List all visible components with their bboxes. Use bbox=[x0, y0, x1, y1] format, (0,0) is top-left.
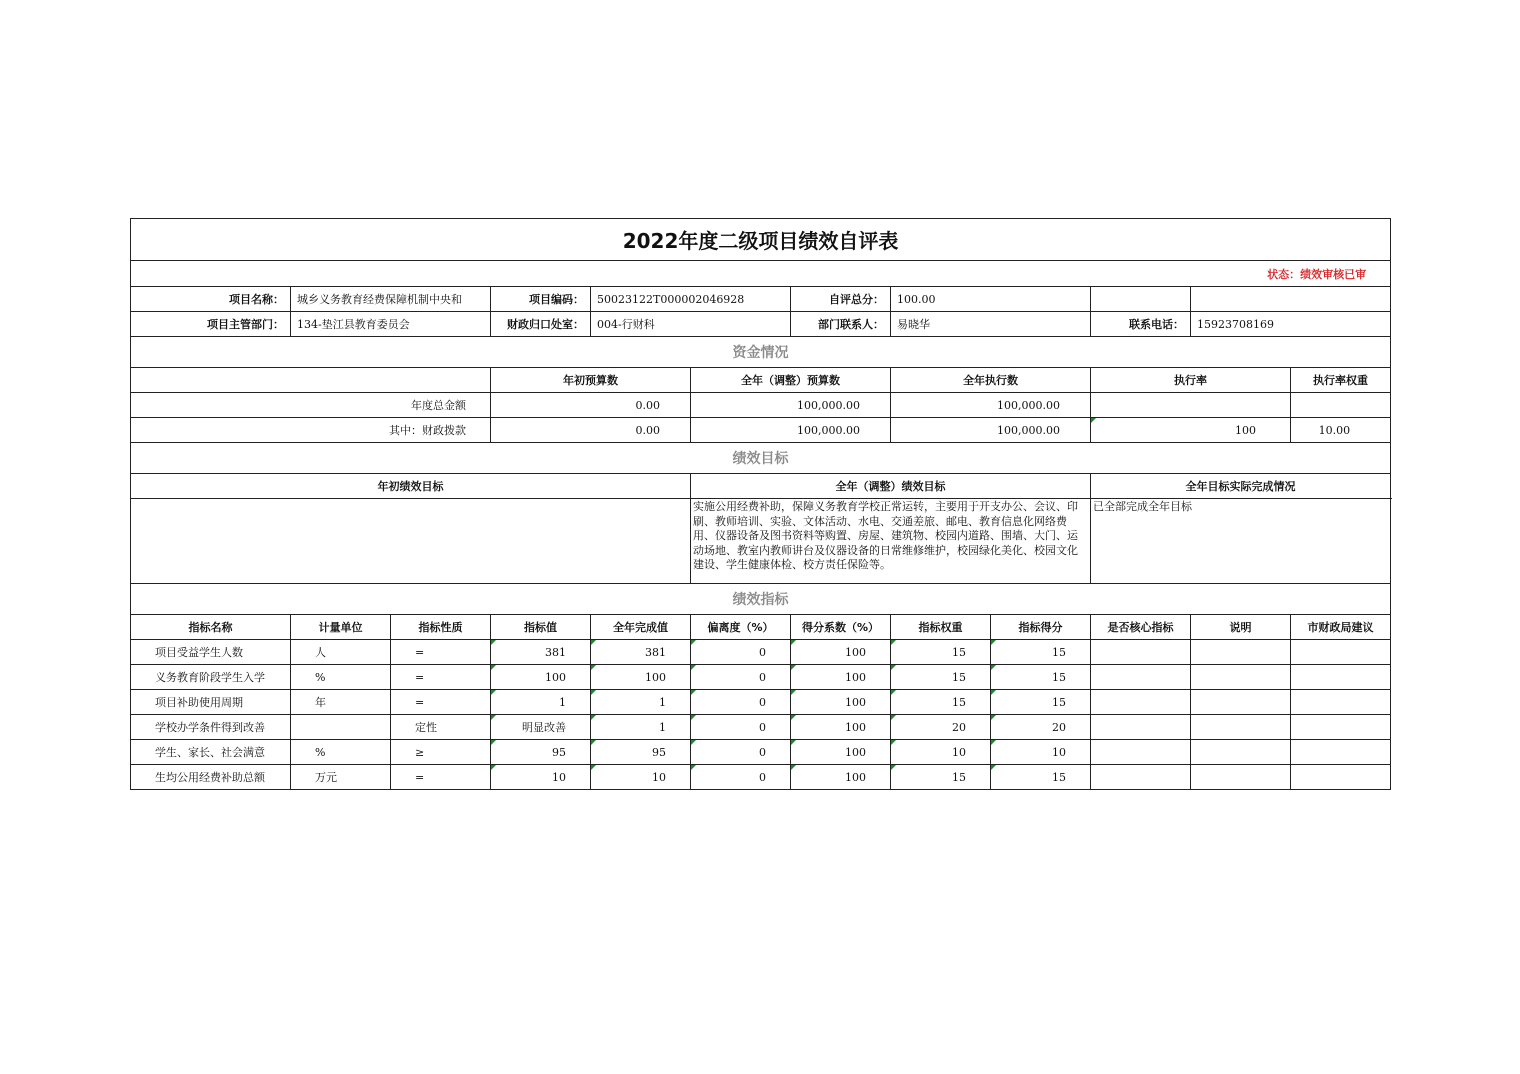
indicator-header-score: 指标得分 bbox=[991, 615, 1091, 640]
funds-initial-cell[interactable]: 0.00 bbox=[491, 418, 691, 443]
indicator-header-target: 指标值 bbox=[491, 615, 591, 640]
table-row bbox=[131, 665, 1391, 690]
indicator-core-cell[interactable] bbox=[1091, 665, 1191, 690]
indicator-deviation-cell[interactable]: 0 bbox=[691, 740, 791, 765]
project-code-value[interactable]: 50023122T000002046928 bbox=[591, 287, 791, 312]
indicator-coef-cell[interactable]: 100 bbox=[791, 715, 891, 740]
dept-label: 项目主管部门： bbox=[131, 312, 291, 337]
indicator-target-cell[interactable]: 381 bbox=[491, 640, 591, 665]
indicator-target-cell[interactable]: 10 bbox=[491, 765, 591, 790]
indicator-note-cell[interactable] bbox=[1191, 715, 1291, 740]
goals-adjusted-cell[interactable]: 实施公用经费补助，保障义务教育学校正常运转，主要用于开支办公、会议、印刷、教师培训、实验、文体活动、水电、交通差旅、邮电、教育信息化网络费用、仪器设备及图书资料等购置、房屋、建筑物、校园内道路、围墙、大门、运动场地、教室内教师讲台及仪器设备的日常维修维护，校园绿化美化、校园文化建设、学生健康体检、校方责任保险等。 bbox=[691, 499, 1091, 584]
indicator-coef-cell[interactable]: 100 bbox=[791, 740, 891, 765]
indicator-done-cell[interactable]: 1 bbox=[591, 715, 691, 740]
indicator-done-cell[interactable]: 381 bbox=[591, 640, 691, 665]
table-row bbox=[131, 765, 1391, 790]
funds-executed-cell[interactable]: 100,000.00 bbox=[891, 393, 1091, 418]
contact-label: 部门联系人： bbox=[791, 312, 891, 337]
indicator-header-name: 指标名称 bbox=[131, 615, 291, 640]
indicator-core-cell[interactable] bbox=[1091, 640, 1191, 665]
funds-header-blank bbox=[131, 368, 491, 393]
indicator-unit-cell[interactable]: 人 bbox=[291, 640, 391, 665]
funds-header-adjusted: 全年（调整）预算数 bbox=[691, 368, 891, 393]
indicator-deviation-cell[interactable]: 0 bbox=[691, 715, 791, 740]
page-title: 2022年度二级项目绩效自评表 bbox=[131, 219, 1391, 261]
indicator-deviation-cell[interactable]: 0 bbox=[691, 690, 791, 715]
finance-office-label: 财政归口处室： bbox=[491, 312, 591, 337]
indicator-header-advice: 市财政局建议 bbox=[1291, 615, 1391, 640]
indicator-score-cell[interactable]: 10 bbox=[991, 740, 1091, 765]
indicator-advice-cell[interactable] bbox=[1291, 765, 1391, 790]
indicator-score-cell[interactable]: 15 bbox=[991, 690, 1091, 715]
indicator-rows bbox=[131, 640, 1391, 790]
indicator-coef-cell[interactable]: 100 bbox=[791, 690, 891, 715]
goals-section-title: 绩效目标 bbox=[131, 443, 1391, 474]
indicator-target-cell[interactable]: 100 bbox=[491, 665, 591, 690]
funds-rate-cell[interactable] bbox=[1091, 393, 1291, 418]
indicator-coef-cell[interactable]: 100 bbox=[791, 665, 891, 690]
indicator-advice-cell[interactable] bbox=[1291, 690, 1391, 715]
indicator-weight-cell[interactable]: 20 bbox=[891, 715, 991, 740]
funds-row-label: 年度总金额 bbox=[131, 393, 491, 418]
indicator-coef-cell[interactable]: 100 bbox=[791, 765, 891, 790]
indicator-score-cell[interactable]: 15 bbox=[991, 665, 1091, 690]
indicator-weight-cell[interactable]: 15 bbox=[891, 765, 991, 790]
goals-actual-cell[interactable]: 已全部完成全年目标 bbox=[1091, 499, 1391, 584]
finance-office-value[interactable]: 004-行财科 bbox=[591, 312, 791, 337]
indicators-section-title: 绩效指标 bbox=[131, 584, 1391, 615]
self-score-label: 自评总分： bbox=[791, 287, 891, 312]
indicator-nature-cell[interactable]: = bbox=[391, 665, 491, 690]
indicator-name-cell[interactable]: 学校办学条件得到改善 bbox=[131, 715, 291, 740]
goals-initial-cell[interactable] bbox=[131, 499, 691, 584]
indicator-name-cell[interactable]: 项目补助使用周期 bbox=[131, 690, 291, 715]
table-row bbox=[131, 740, 1391, 765]
table-row bbox=[131, 393, 1391, 418]
indicator-unit-cell[interactable]: % bbox=[291, 740, 391, 765]
evaluation-sheet bbox=[130, 218, 1390, 790]
funds-section-title: 资金情况 bbox=[131, 337, 1391, 368]
indicator-header-done: 全年完成值 bbox=[591, 615, 691, 640]
indicator-deviation-cell[interactable]: 0 bbox=[691, 640, 791, 665]
contact-value[interactable]: 易晓华 bbox=[891, 312, 1091, 337]
indicator-advice-cell[interactable] bbox=[1291, 640, 1391, 665]
indicator-header-core: 是否核心指标 bbox=[1091, 615, 1191, 640]
indicator-target-cell[interactable]: 95 bbox=[491, 740, 591, 765]
indicator-advice-cell[interactable] bbox=[1291, 715, 1391, 740]
phone-label: 联系电话： bbox=[1091, 312, 1191, 337]
indicator-unit-cell[interactable]: 年 bbox=[291, 690, 391, 715]
indicator-nature-cell[interactable]: = bbox=[391, 765, 491, 790]
indicator-core-cell[interactable] bbox=[1091, 715, 1191, 740]
indicator-name-cell[interactable]: 学生、家长、社会满意 bbox=[131, 740, 291, 765]
indicator-coef-cell[interactable]: 100 bbox=[791, 640, 891, 665]
indicator-name-cell[interactable]: 生均公用经费补助总额 bbox=[131, 765, 291, 790]
indicator-note-cell[interactable] bbox=[1191, 665, 1291, 690]
table-row bbox=[131, 690, 1391, 715]
goals-header-actual: 全年目标实际完成情况 bbox=[1091, 474, 1391, 499]
indicator-nature-cell[interactable]: = bbox=[391, 640, 491, 665]
indicator-weight-cell[interactable]: 15 bbox=[891, 640, 991, 665]
empty-cell[interactable] bbox=[1191, 287, 1391, 312]
indicator-note-cell[interactable] bbox=[1191, 640, 1291, 665]
funds-initial-cell[interactable]: 0.00 bbox=[491, 393, 691, 418]
indicator-header-unit: 计量单位 bbox=[291, 615, 391, 640]
status-badge: 状态：绩效审核已审 bbox=[131, 261, 1391, 287]
dept-value[interactable]: 134-垫江县教育委员会 bbox=[291, 312, 491, 337]
indicator-score-cell[interactable]: 20 bbox=[991, 715, 1091, 740]
indicator-core-cell[interactable] bbox=[1091, 690, 1191, 715]
evaluation-table bbox=[130, 218, 1391, 790]
indicator-score-cell[interactable]: 15 bbox=[991, 640, 1091, 665]
funds-header-weight: 执行率权重 bbox=[1291, 368, 1391, 393]
indicator-target-cell[interactable]: 明显改善 bbox=[491, 715, 591, 740]
goals-header-adjusted: 全年（调整）绩效目标 bbox=[691, 474, 1091, 499]
indicator-target-cell[interactable]: 1 bbox=[491, 690, 591, 715]
project-name-value[interactable]: 城乡义务教育经费保障机制中央和 bbox=[291, 287, 491, 312]
table-row bbox=[131, 418, 1391, 443]
indicator-header-weight: 指标权重 bbox=[891, 615, 991, 640]
funds-header-initial: 年初预算数 bbox=[491, 368, 691, 393]
indicator-core-cell[interactable] bbox=[1091, 765, 1191, 790]
indicator-unit-cell[interactable] bbox=[291, 715, 391, 740]
indicator-name-cell[interactable]: 义务教育阶段学生入学 bbox=[131, 665, 291, 690]
indicator-note-cell[interactable] bbox=[1191, 690, 1291, 715]
funds-rate-cell[interactable]: 100 bbox=[1091, 418, 1291, 443]
funds-weight-cell[interactable]: 10.00 bbox=[1291, 418, 1391, 443]
funds-weight-cell[interactable] bbox=[1291, 393, 1391, 418]
indicator-header-note: 说明 bbox=[1191, 615, 1291, 640]
indicator-unit-cell[interactable]: % bbox=[291, 665, 391, 690]
project-code-label: 项目编码： bbox=[491, 287, 591, 312]
goals-header-initial: 年初绩效目标 bbox=[131, 474, 691, 499]
empty-cell[interactable] bbox=[1091, 287, 1191, 312]
indicator-weight-cell[interactable]: 15 bbox=[891, 665, 991, 690]
funds-executed-cell[interactable]: 100,000.00 bbox=[891, 418, 1091, 443]
self-score-value[interactable]: 100.00 bbox=[891, 287, 1091, 312]
funds-header-rate: 执行率 bbox=[1091, 368, 1291, 393]
indicator-core-cell[interactable] bbox=[1091, 740, 1191, 765]
indicator-weight-cell[interactable]: 15 bbox=[891, 690, 991, 715]
funds-adjusted-cell[interactable]: 100,000.00 bbox=[691, 418, 891, 443]
indicator-deviation-cell[interactable]: 0 bbox=[691, 665, 791, 690]
indicator-note-cell[interactable] bbox=[1191, 765, 1291, 790]
indicator-done-cell[interactable]: 10 bbox=[591, 765, 691, 790]
funds-row-label: 其中：财政拨款 bbox=[131, 418, 491, 443]
indicator-advice-cell[interactable] bbox=[1291, 740, 1391, 765]
table-row bbox=[131, 640, 1391, 665]
indicator-header-deviation: 偏离度（%） bbox=[691, 615, 791, 640]
funds-adjusted-cell[interactable]: 100,000.00 bbox=[691, 393, 891, 418]
indicator-done-cell[interactable]: 95 bbox=[591, 740, 691, 765]
indicator-nature-cell[interactable]: ≥ bbox=[391, 740, 491, 765]
indicator-header-coef: 得分系数（%） bbox=[791, 615, 891, 640]
indicator-note-cell[interactable] bbox=[1191, 740, 1291, 765]
indicator-header-nature: 指标性质 bbox=[391, 615, 491, 640]
table-row bbox=[131, 715, 1391, 740]
indicator-done-cell[interactable]: 100 bbox=[591, 665, 691, 690]
indicator-weight-cell[interactable]: 10 bbox=[891, 740, 991, 765]
project-name-label: 项目名称： bbox=[131, 287, 291, 312]
indicator-name-cell[interactable]: 项目受益学生人数 bbox=[131, 640, 291, 665]
indicator-deviation-cell[interactable]: 0 bbox=[691, 765, 791, 790]
indicator-done-cell[interactable]: 1 bbox=[591, 690, 691, 715]
indicator-nature-cell[interactable]: 定性 bbox=[391, 715, 491, 740]
indicator-advice-cell[interactable] bbox=[1291, 665, 1391, 690]
phone-value[interactable]: 15923708169 bbox=[1191, 312, 1391, 337]
indicator-unit-cell[interactable]: 万元 bbox=[291, 765, 391, 790]
indicator-score-cell[interactable]: 15 bbox=[991, 765, 1091, 790]
funds-header-executed: 全年执行数 bbox=[891, 368, 1091, 393]
indicator-nature-cell[interactable]: = bbox=[391, 690, 491, 715]
